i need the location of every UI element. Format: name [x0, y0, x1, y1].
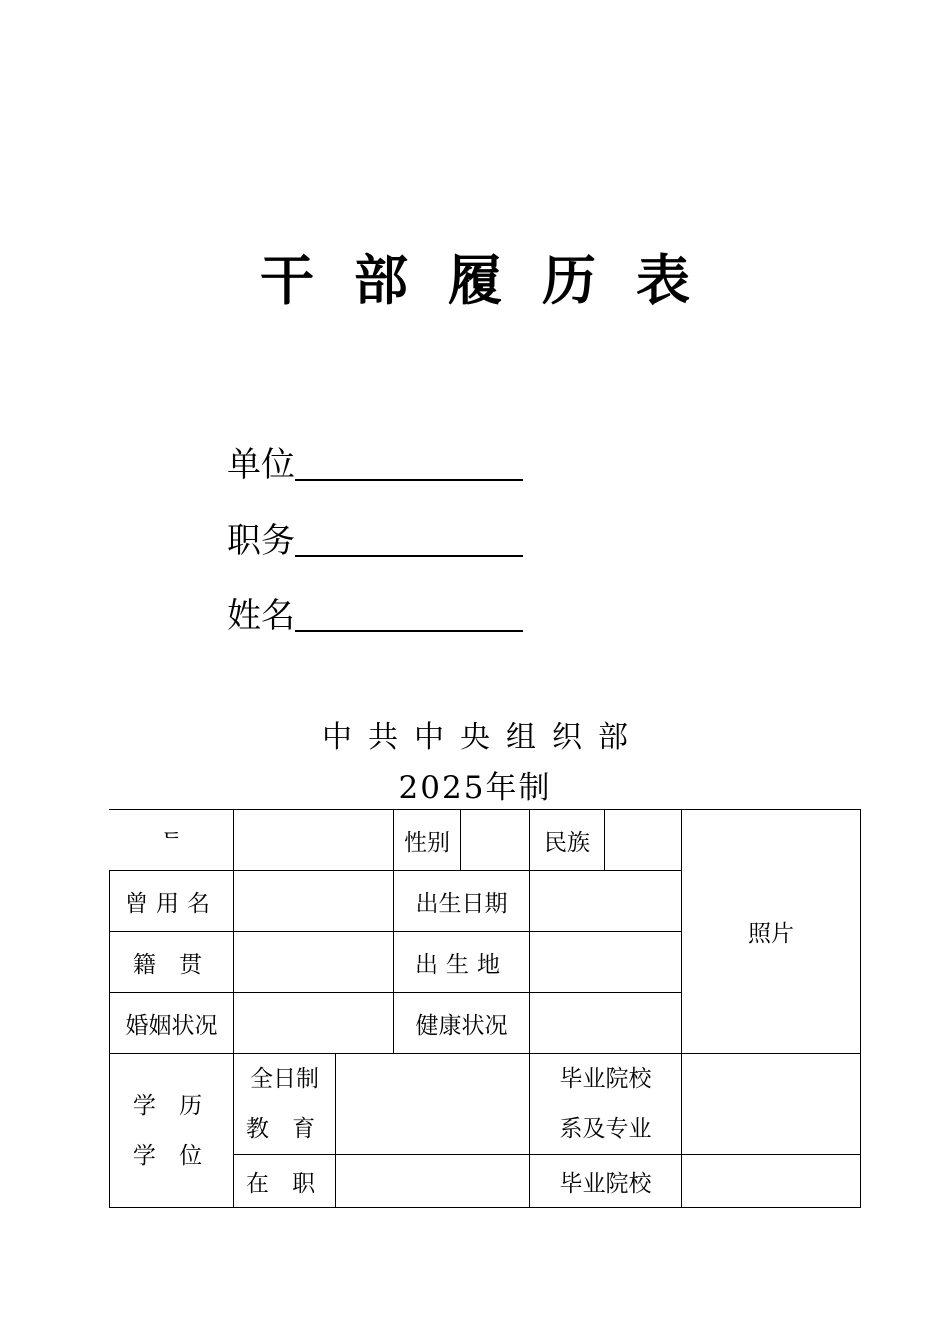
position-label: 职务	[227, 521, 295, 561]
inservice-label: 在 职	[234, 1155, 336, 1208]
ethnicity-label: 民族	[530, 810, 605, 871]
document-title: 干部履历表	[260, 248, 730, 312]
gender-value-cell[interactable]	[461, 810, 530, 871]
inservice-education-value-cell[interactable]	[336, 1155, 530, 1208]
inservice-school-label: 毕业院校	[530, 1155, 682, 1208]
fulltime-school-major-label	[530, 1054, 682, 1155]
resume-form-table	[109, 809, 861, 1208]
birthplace-label: 出生地	[394, 932, 530, 993]
education-sub-label: 教 育	[245, 1116, 324, 1142]
position-blank-line[interactable]	[295, 523, 523, 557]
unit-field	[227, 435, 523, 485]
former-name-label: 曾用名	[110, 871, 234, 932]
name-blank-line[interactable]	[295, 598, 523, 632]
ethnicity-value-cell[interactable]	[605, 810, 682, 871]
major-label: 系及专业	[559, 1116, 652, 1142]
native-place-label: 籍 贯	[110, 932, 234, 993]
unit-blank-line[interactable]	[295, 447, 523, 481]
health-status-value-cell[interactable]	[530, 993, 682, 1054]
fulltime-education-value-cell[interactable]	[336, 1054, 530, 1155]
inservice-school-value-cell[interactable]	[682, 1155, 861, 1208]
photo-cell[interactable]: 照片	[682, 810, 861, 1054]
issuer-text: 中共中央组织部	[322, 720, 644, 755]
degree-label: 学 位	[132, 1142, 211, 1169]
marital-status-label: 婚姻状况	[110, 993, 234, 1054]
fulltime-education-label	[234, 1054, 336, 1155]
school-label: 毕业院校	[559, 1066, 652, 1092]
fulltime-school-value-cell[interactable]	[682, 1054, 861, 1155]
year-text: 2025年制	[398, 770, 552, 806]
birth-date-value-cell[interactable]	[530, 871, 682, 932]
marital-status-value-cell[interactable]	[234, 993, 394, 1054]
name-field	[227, 586, 523, 636]
native-place-value-cell[interactable]	[234, 932, 394, 993]
name-cell-label: ᄃ	[110, 810, 234, 871]
former-name-value-cell[interactable]	[234, 871, 394, 932]
education-label: 学 历	[132, 1092, 211, 1119]
name-value-cell[interactable]	[234, 810, 394, 871]
unit-label: 单位	[227, 445, 295, 485]
name-label: 姓名	[227, 596, 295, 636]
health-status-label: 健康状况	[394, 993, 530, 1054]
birth-date-label: 出生日期	[394, 871, 530, 932]
gender-label: 性别	[394, 810, 461, 871]
position-field	[227, 511, 523, 561]
birthplace-value-cell[interactable]	[530, 932, 682, 993]
fulltime-label: 全日制	[250, 1066, 319, 1092]
education-degree-label	[110, 1054, 234, 1208]
